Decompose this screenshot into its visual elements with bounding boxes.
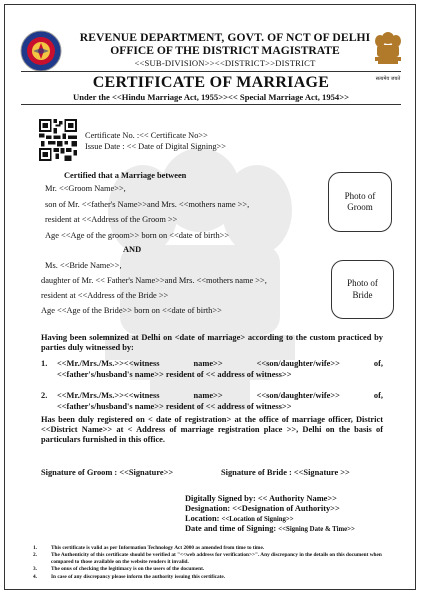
groom-photo-placeholder [328, 172, 392, 232]
groom-photo-label-2: Groom [347, 202, 373, 212]
groom-name: Mr. <<Groom Name>>, [45, 184, 126, 193]
notes-list [33, 545, 383, 581]
certificate-page [4, 4, 416, 590]
signing-location-label: Location: [185, 514, 222, 523]
emblem-caption: सत्यमेव जयते [375, 76, 401, 82]
bride-address: resident at <<Address of the Bride >> [41, 291, 169, 300]
certificate-title: CERTIFICATE OF MARRIAGE [92, 74, 330, 91]
header-department: REVENUE DEPARTMENT, GOVT. OF NCT OF DELHI [79, 31, 371, 44]
witness-2-relation: <<son/daughter/wife>> [256, 391, 340, 400]
note-number: 1. [33, 545, 37, 551]
header-district: <<SUB-DIVISION>><<DISTRICT>>DISTRICT [134, 58, 316, 68]
witness-1-details: <<father's/husband's name>> resident of << address of witness>> [57, 370, 292, 379]
bride-photo-label-2: Bride [352, 289, 373, 300]
registration-text: Has been duly registered on < date of registration> at the office of marriage officer, District <<District Name>> at < Address of marriage registration place >>, Delhi on the basis of particulars furnished in this office. [41, 415, 383, 445]
signing-datetime-value: <<Signing Date & Time>> [278, 526, 355, 533]
bride-name: Ms. <<Bride Name>>, [45, 261, 122, 270]
bride-age: Age <<Age of the Bride>> born on <<date of birth>> [41, 306, 222, 315]
note-item [33, 574, 383, 581]
qr-code-icon [39, 119, 77, 161]
signing-datetime-label: Date and time of Signing: [185, 524, 279, 533]
bride-photo-placeholder [331, 260, 394, 319]
act-line: Under the <<Hindu Marriage Act, 1955>><< Special Marriage Act, 1954>> [72, 92, 350, 102]
witness-2-number: 2. [41, 391, 48, 400]
bride-photo-label-1: Photo of [347, 278, 378, 289]
note-item [33, 566, 383, 573]
note-item [33, 552, 383, 566]
note-text: The onus of checking the legitimacy is on the users of the document. [51, 566, 205, 573]
signing-location [185, 514, 294, 523]
witness-2-name-suffix: name>> [193, 391, 223, 400]
groom-address: resident at <<Address of the Groom >> [45, 215, 178, 224]
issue-date: Issue Date : << Date of Digital Signing>> [85, 142, 227, 151]
note-item [33, 545, 383, 552]
groom-parents: son of Mr. <<father's Name>>and Mrs. <<mothers name >>, [45, 200, 250, 209]
signing-location-value: <<Location of Signing>> [221, 516, 294, 523]
watermark-emblem-icon [75, 135, 325, 435]
intro-text: Certified that a Marriage between [64, 171, 187, 180]
header-divider [21, 71, 401, 72]
witness-2-of: of, [373, 391, 383, 400]
signing-datetime [185, 524, 355, 533]
digitally-signed-by: Digitally Signed by: << Authority Name>> [185, 494, 337, 503]
witness-1-number: 1. [41, 359, 48, 368]
note-text: In case of any discrepancy please inform the authority issuing this certificate. [51, 573, 226, 580]
department-logo-icon [19, 29, 63, 73]
witness-2-name: <<Mr./Mrs./Ms.>><<witness [57, 391, 160, 400]
witness-1-relation: <<son/daughter/wife>> [256, 359, 340, 368]
witness-2 [41, 391, 383, 400]
note-number: 4. [33, 573, 37, 580]
bride-signature: Signature of Bride : <<Signature >> [221, 468, 350, 477]
witness-2-details: <<father's/husband's name>> resident of << address of witness>> [57, 402, 292, 411]
note-number: 2. [33, 552, 37, 559]
note-number: 3. [33, 566, 37, 573]
witness-1-of: of, [373, 359, 383, 368]
witness-1-name: <<Mr./Mrs./Ms.>><<witness [57, 359, 160, 368]
certificate-number: Certificate No. :<< Certificate No>> [85, 131, 208, 140]
witness-1 [41, 359, 383, 368]
and-label: AND [123, 245, 142, 254]
signer-designation: Designation: <<Designation of Authority>> [185, 504, 340, 513]
header-office: OFFICE OF THE DISTRICT MAGISTRATE [110, 44, 340, 57]
groom-photo-label-1: Photo of [344, 190, 376, 201]
witness-1-name-suffix: name>> [193, 359, 223, 368]
title-divider [21, 104, 401, 105]
solemnized-text: Having been solemnized at Delhi on <date of marriage> according to the custom practiced by parties duly witnessed by: [41, 333, 383, 353]
groom-age: Age <<Age of the groom>> born on <<date of birth>> [45, 231, 230, 240]
note-text: The Authenticity of this certificate should be verified at "<<web address for verification>>". Any discrepancy in the details on this document when compared to those available on the website renders it invalid. [51, 552, 382, 566]
note-text: This certificate is valid as per Information Technology Act 2000 as amended from time to time. [51, 545, 265, 551]
bride-parents: daughter of Mr. << Father's Name>>and Mrs. <<mothers name >>, [41, 276, 267, 285]
groom-signature: Signature of Groom : <<Signature>> [41, 468, 174, 477]
national-emblem-icon [370, 29, 406, 75]
